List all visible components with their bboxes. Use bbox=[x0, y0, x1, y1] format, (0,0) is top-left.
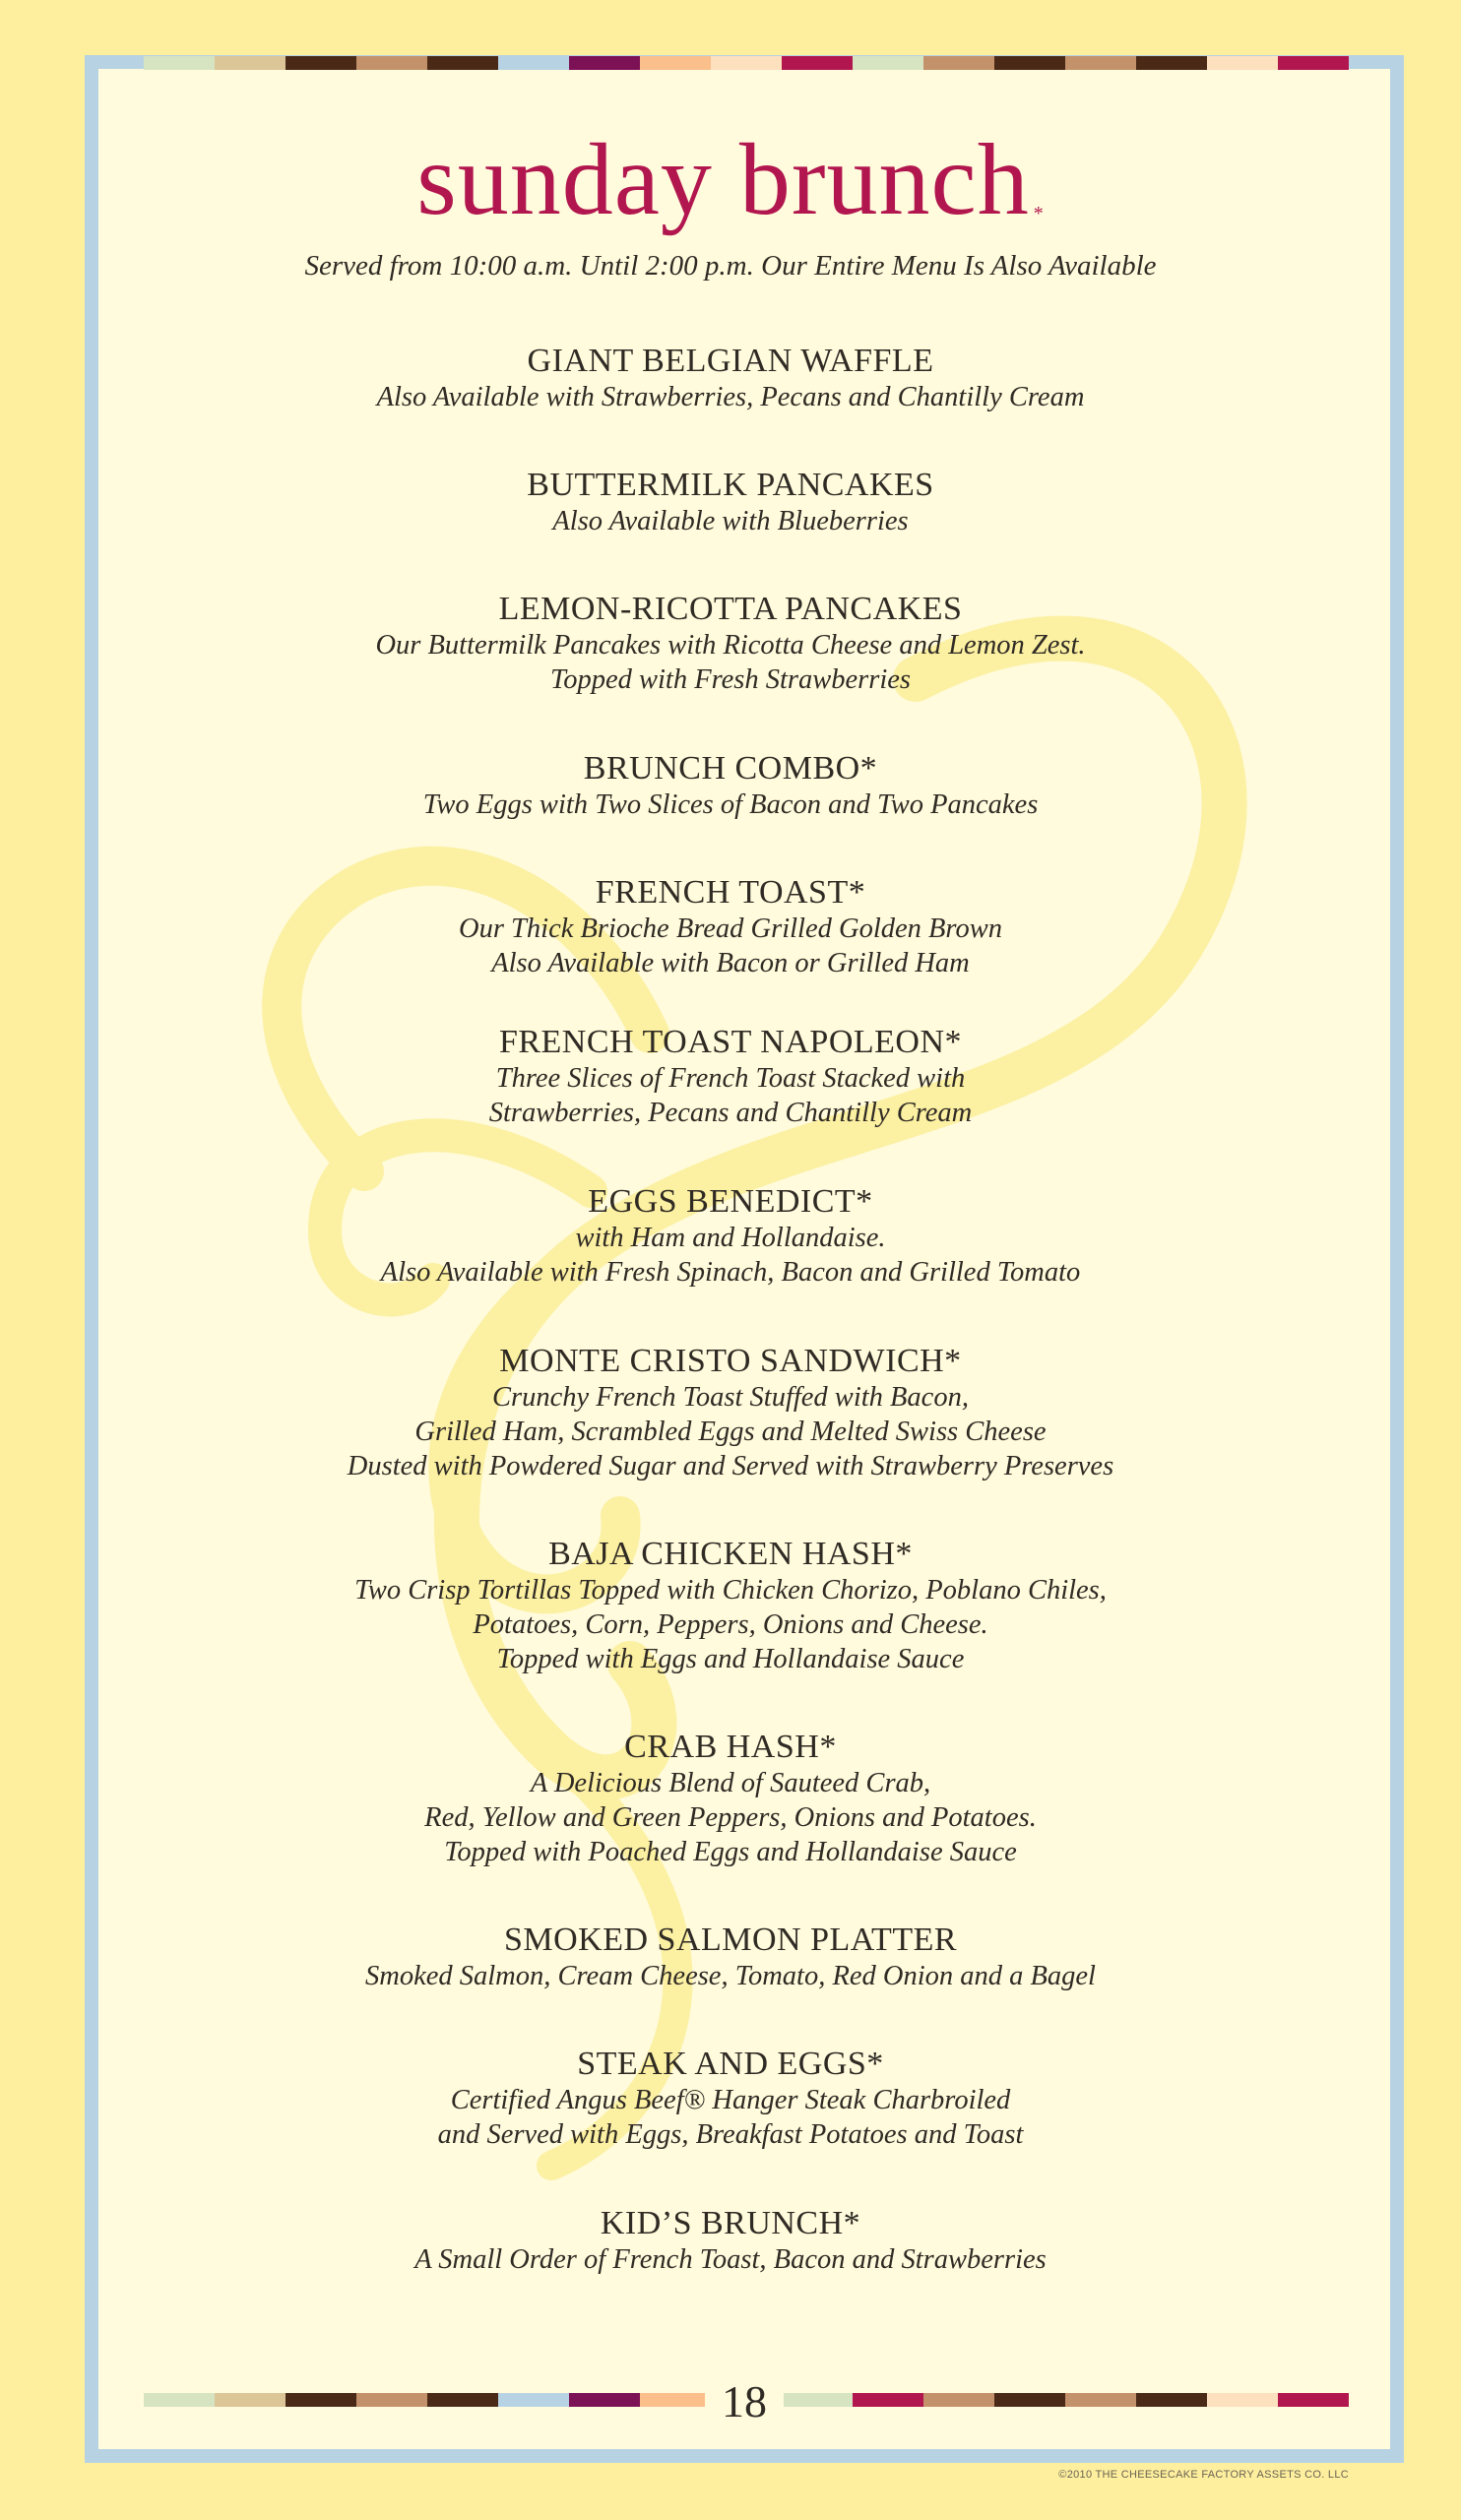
stripe-segment bbox=[1065, 56, 1136, 70]
stripe-segment bbox=[1065, 2393, 1136, 2407]
stripe-segment bbox=[569, 2393, 640, 2407]
stripe-segment bbox=[356, 56, 427, 70]
menu-item-description: Grilled Ham, Scrambled Eggs and Melted Swiss Cheese bbox=[414, 1417, 1047, 1447]
stripe-segment bbox=[994, 2393, 1065, 2407]
menu-item-description: Dusted with Powdered Sugar and Served with Strawberry Preserves bbox=[347, 1451, 1114, 1481]
menu-item-description: Crunchy French Toast Stuffed with Bacon, bbox=[492, 1382, 969, 1413]
stripe-segment bbox=[569, 56, 640, 70]
menu-item-name: BUTTERMILK PANCAKES bbox=[527, 467, 934, 503]
page-number: 18 bbox=[705, 2374, 784, 2429]
menu-item-description: Potatoes, Corn, Peppers, Onions and Cheese. bbox=[473, 1609, 988, 1640]
stripe-segment bbox=[853, 56, 923, 70]
menu-item-description: Our Thick Brioche Bread Grilled Golden Brown bbox=[459, 914, 1002, 944]
menu-item-description: Also Available with Fresh Spinach, Bacon and Grilled Tomato bbox=[380, 1257, 1081, 1288]
stripe-segment bbox=[215, 56, 286, 70]
menu-item-description: Also Available with Strawberries, Pecans and Chantilly Cream bbox=[376, 382, 1085, 412]
stripe-segment bbox=[286, 2393, 356, 2407]
menu-item bbox=[0, 591, 1461, 697]
menu-item bbox=[0, 1729, 1461, 1869]
menu-item-description: Strawberries, Pecans and Chantilly Cream bbox=[488, 1098, 973, 1128]
menu-item-name: FRENCH TOAST NAPOLEON* bbox=[498, 1024, 963, 1060]
menu-item-name: EGGS BENEDICT* bbox=[588, 1183, 873, 1220]
menu-title-mark: * bbox=[1033, 203, 1045, 224]
menu-item bbox=[0, 1343, 1461, 1483]
stripe-segment bbox=[286, 56, 356, 70]
menu-item-name: BRUNCH COMBO* bbox=[583, 750, 878, 787]
menu-title bbox=[0, 116, 1461, 244]
menu-title-text: sunday brunch bbox=[416, 123, 1030, 236]
menu-item-description: and Served with Eggs, Breakfast Potatoes and Toast bbox=[437, 2119, 1024, 2150]
stripe-segment bbox=[994, 56, 1065, 70]
menu-item bbox=[0, 874, 1461, 980]
menu-item-description: A Small Order of French Toast, Bacon and Strawberries bbox=[414, 2244, 1047, 2275]
menu-item-name: KID’S BRUNCH* bbox=[600, 2205, 861, 2241]
menu-item bbox=[0, 750, 1461, 822]
menu-item bbox=[0, 467, 1461, 538]
menu-item-name: MONTE CRISTO SANDWICH* bbox=[499, 1343, 962, 1379]
menu-item-description: Our Buttermilk Pancakes with Ricotta Cheese and Lemon Zest. bbox=[375, 630, 1086, 661]
menu-item-description: Three Slices of French Toast Stacked with bbox=[495, 1063, 966, 1094]
menu-item-description: Also Available with Blueberries bbox=[552, 506, 909, 536]
menu-item-name: SMOKED SALMON PLATTER bbox=[503, 1922, 958, 1958]
menu-item-description: Also Available with Bacon or Grilled Ham bbox=[491, 948, 970, 978]
stripe-segment bbox=[711, 56, 782, 70]
menu-item bbox=[0, 1024, 1461, 1130]
menu-item-name: GIANT BELGIAN WAFFLE bbox=[527, 343, 934, 379]
menu-item bbox=[0, 1183, 1461, 1290]
stripe-segment bbox=[1278, 2393, 1349, 2407]
menu-item-description: Smoked Salmon, Cream Cheese, Tomato, Red Onion and a Bagel bbox=[365, 1961, 1096, 1991]
stripe-segment bbox=[356, 2393, 427, 2407]
stripe-segment bbox=[782, 56, 853, 70]
stripe-segment bbox=[640, 2393, 711, 2407]
menu-subtitle: Served from 10:00 a.m. Until 2:00 p.m. Our Entire Menu Is Also Available bbox=[304, 250, 1157, 282]
stripe-segment bbox=[144, 2393, 215, 2407]
menu-item bbox=[0, 2205, 1461, 2277]
menu-item-description: Two Crisp Tortillas Topped with Chicken Chorizo, Poblano Chiles, bbox=[354, 1575, 1107, 1606]
copyright-notice: ©2010 THE CHEESECAKE FACTORY ASSETS CO. LLC bbox=[1058, 2469, 1349, 2481]
stripe-segment bbox=[853, 2393, 923, 2407]
menu-item-description: A Delicious Blend of Sauteed Crab, bbox=[530, 1768, 931, 1798]
stripe-segment bbox=[215, 2393, 286, 2407]
stripe-segment bbox=[498, 2393, 569, 2407]
stripe-segment bbox=[640, 56, 711, 70]
stripe-segment bbox=[782, 2393, 853, 2407]
stripe-segment bbox=[498, 56, 569, 70]
menu-item-description: Two Eggs with Two Slices of Bacon and Two Pancakes bbox=[422, 789, 1039, 820]
top-color-stripe bbox=[144, 56, 1349, 70]
stripe-segment bbox=[144, 56, 215, 70]
menu-item bbox=[0, 1922, 1461, 1993]
menu-item bbox=[0, 1536, 1461, 1676]
stripe-segment bbox=[1136, 2393, 1207, 2407]
menu-item-description: Red, Yellow and Green Peppers, Onions and Potatoes. bbox=[424, 1802, 1037, 1833]
menu-item-name: STEAK AND EGGS* bbox=[577, 2046, 884, 2082]
menu-item bbox=[0, 343, 1461, 414]
stripe-segment bbox=[1278, 56, 1349, 70]
menu-item-description: Topped with Eggs and Hollandaise Sauce bbox=[496, 1644, 965, 1674]
stripe-segment bbox=[923, 2393, 994, 2407]
menu-item-description: Topped with Fresh Strawberries bbox=[549, 664, 912, 695]
menu-item-description: Certified Angus Beef® Hanger Steak Charbroiled bbox=[450, 2085, 1011, 2115]
menu-item-name: FRENCH TOAST* bbox=[595, 874, 866, 911]
stripe-segment bbox=[1207, 56, 1278, 70]
menu-item-description: with Ham and Hollandaise. bbox=[575, 1223, 886, 1253]
menu-item-name: CRAB HASH* bbox=[624, 1729, 837, 1765]
stripe-segment bbox=[427, 2393, 498, 2407]
menu-item-name: BAJA CHICKEN HASH* bbox=[548, 1536, 913, 1572]
menu-item-name: LEMON-RICOTTA PANCAKES bbox=[498, 591, 963, 627]
stripe-segment bbox=[1136, 56, 1207, 70]
menu-item-description: Topped with Poached Eggs and Hollandaise Sauce bbox=[444, 1837, 1017, 1867]
menu-item bbox=[0, 2046, 1461, 2152]
stripe-segment bbox=[923, 56, 994, 70]
stripe-segment bbox=[1207, 2393, 1278, 2407]
stripe-segment bbox=[427, 56, 498, 70]
